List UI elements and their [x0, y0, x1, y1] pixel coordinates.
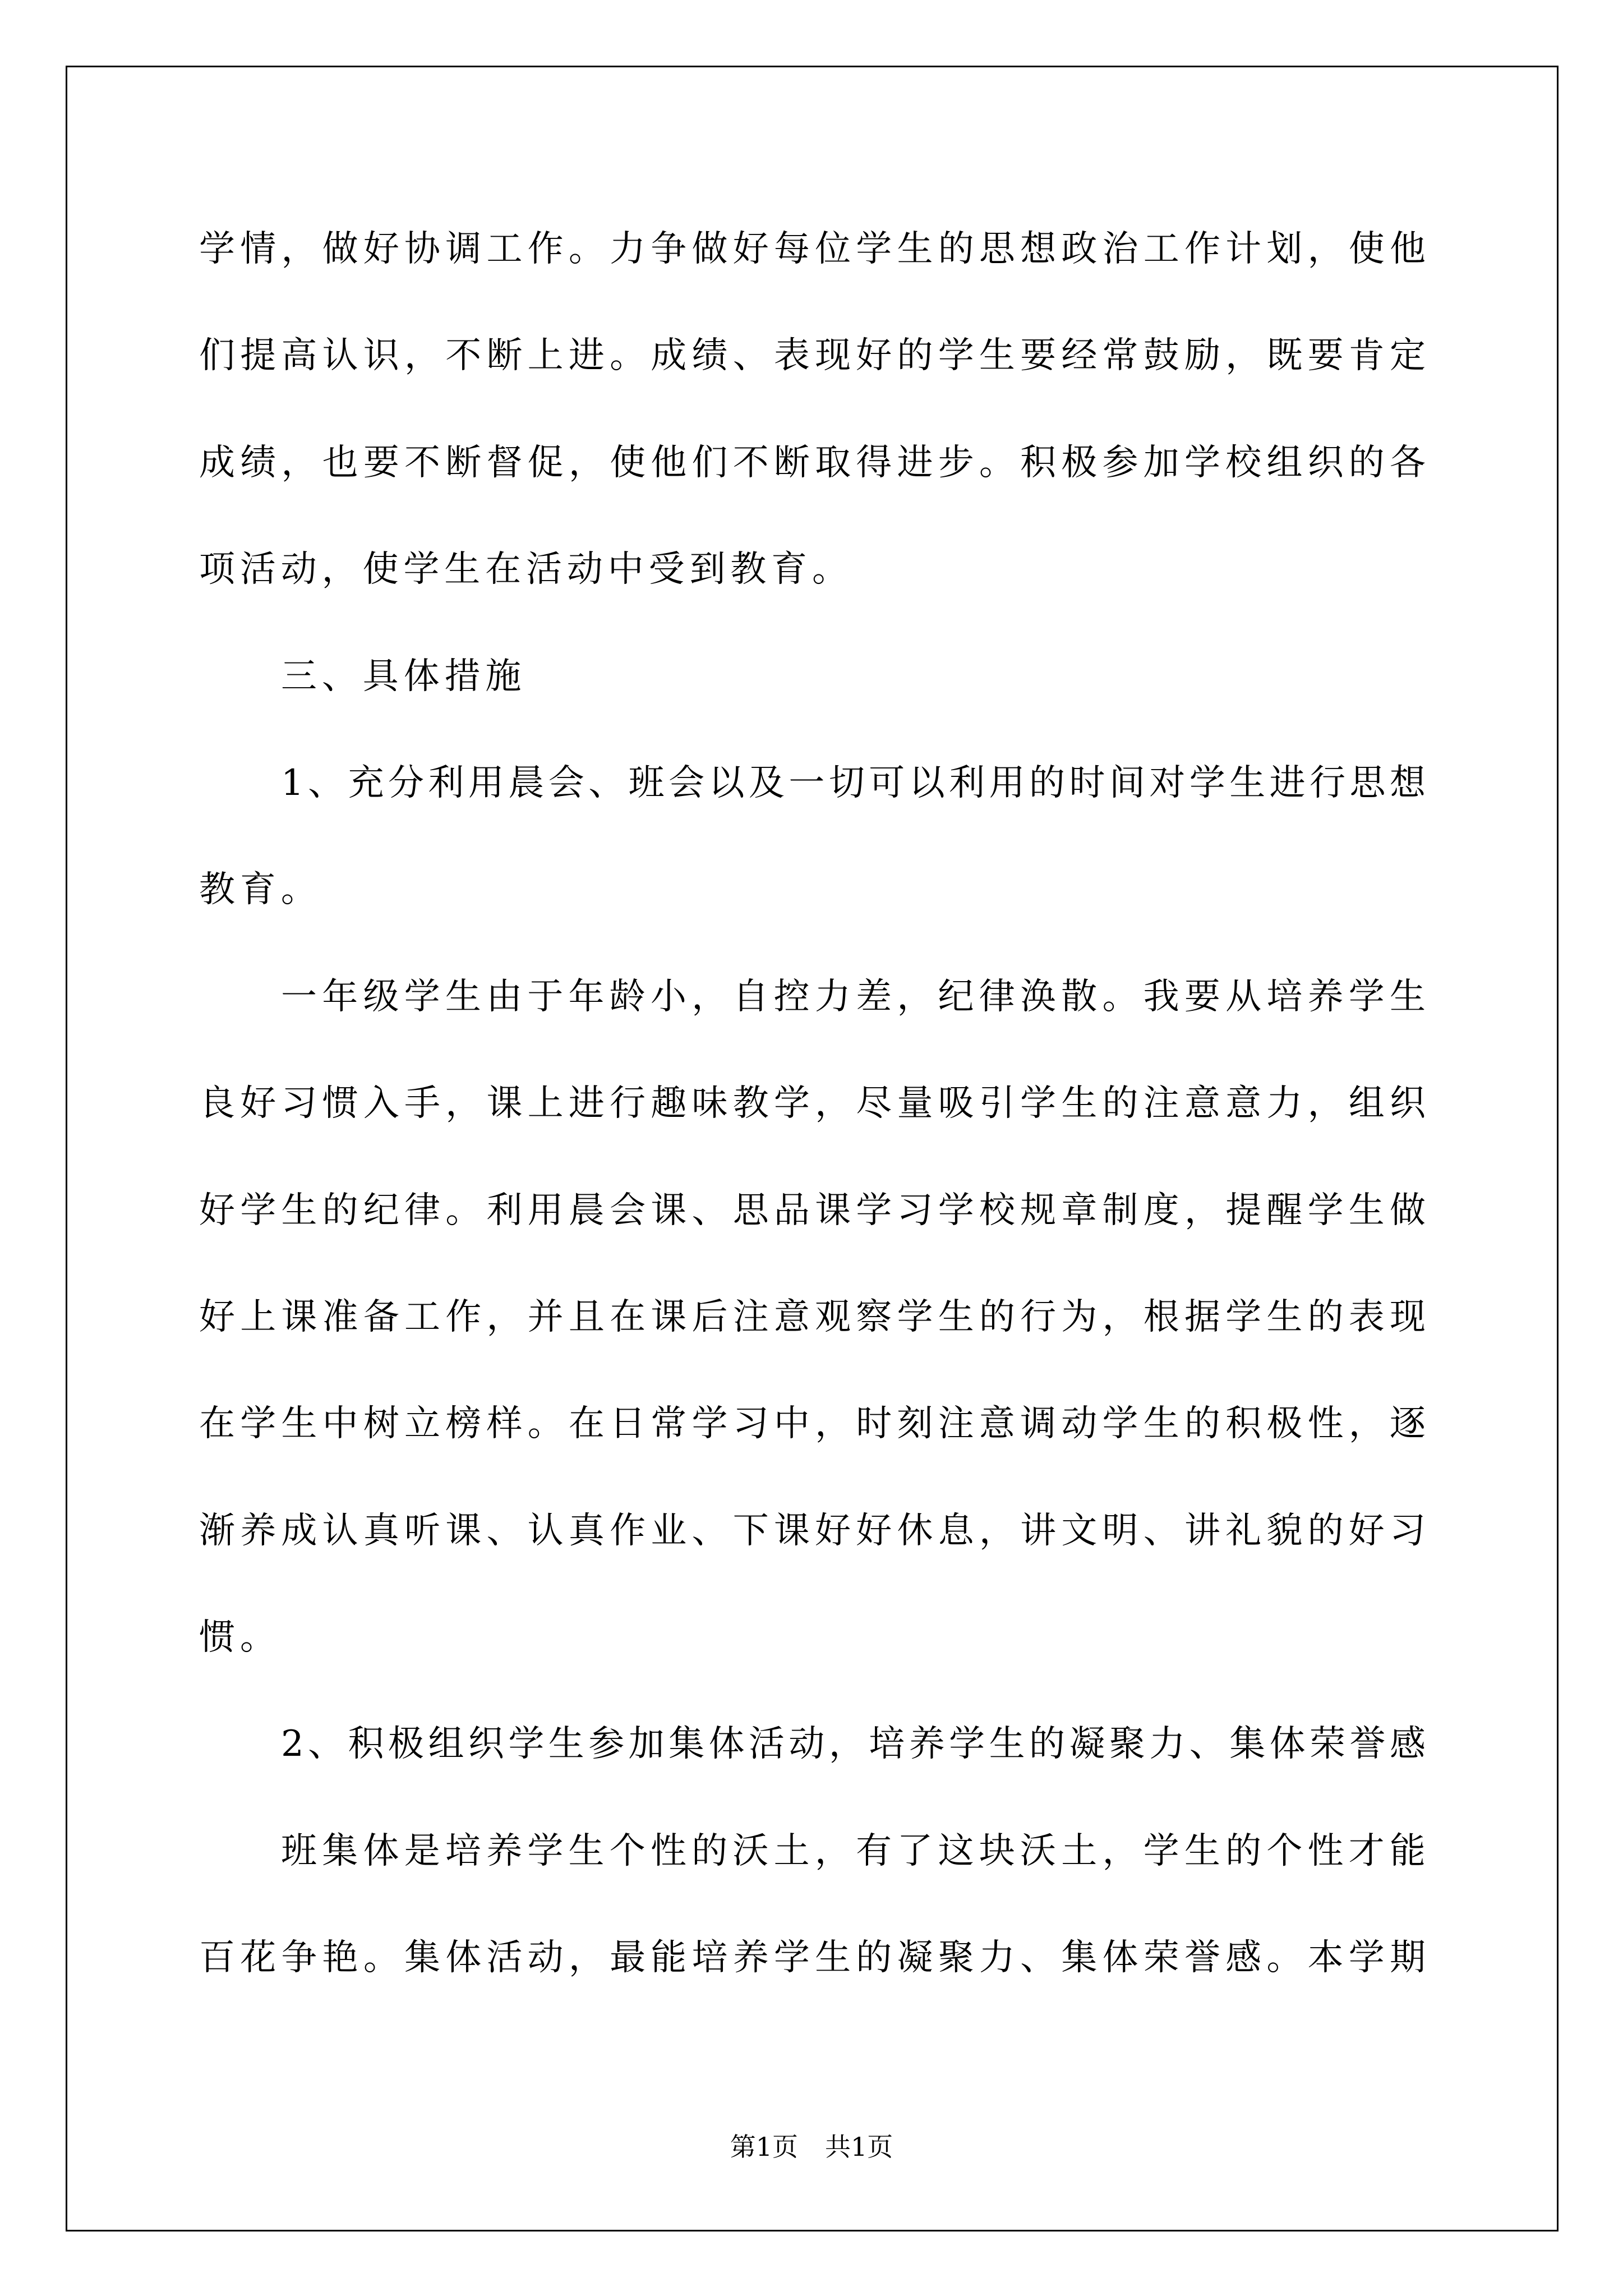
text-line: 班集体是培养学生个性的沃土，有了这块沃土，学生的个性才能	[281, 1830, 1426, 1872]
paragraph	[199, 944, 1426, 1691]
text-line: 们提高认识，不断上进。成绩、表现好的学生要经常鼓励，既要肯定	[199, 335, 1426, 377]
text-line: 良好习惯入手，课上进行趣味教学，尽量吸引学生的注意意力，组织	[199, 1083, 1426, 1125]
text-line: 三、具体措施	[281, 655, 527, 697]
text-line: 2、积极组织学生参加集体活动，培养学生的凝聚力、集体荣誉感	[281, 1723, 1426, 1765]
text-line: 一年级学生由于年龄小，自控力差，纪律涣散。我要从培养学生	[281, 976, 1426, 1018]
page-footer	[0, 2130, 1623, 2164]
text-line: 百花争艳。集体活动，最能培养学生的凝聚力、集体荣誉感。本学期	[199, 1937, 1426, 1979]
text-line: 成绩，也要不断督促，使他们不断取得进步。积极参加学校组织的各	[199, 441, 1426, 484]
text-line: 1、充分利用晨会、班会以及一切可以利用的时间对学生进行思想	[281, 762, 1426, 804]
text-line: 学情，做好协调工作。力争做好每位学生的思想政治工作计划，使他	[199, 228, 1426, 270]
page-number: 第1页	[730, 2132, 798, 2162]
paragraph	[199, 196, 1426, 623]
paragraph	[199, 1798, 1426, 2012]
text-line: 好学生的纪律。利用晨会课、思品课学习学校规章制度，提醒学生做	[199, 1189, 1426, 1231]
text-line: 好上课准备工作，并且在课后注意观察学生的行为，根据学生的表现	[199, 1296, 1426, 1338]
document-body	[199, 196, 1426, 2012]
page-total: 共1页	[825, 2132, 893, 2162]
text-line: 惯。	[199, 1617, 281, 1659]
text-line: 教育。	[199, 869, 322, 911]
text-line: 渐养成认真听课、认真作业、下课好好休息，讲文明、讲礼貌的好习	[199, 1510, 1426, 1552]
text-line: 项活动，使学生在活动中受到教育。	[199, 549, 853, 591]
paragraph	[199, 730, 1426, 944]
text-line: 在学生中树立榜样。在日常学习中，时刻注意调动学生的积极性，逐	[199, 1403, 1426, 1445]
paragraph	[199, 1691, 1426, 1797]
section-heading	[199, 623, 1426, 730]
